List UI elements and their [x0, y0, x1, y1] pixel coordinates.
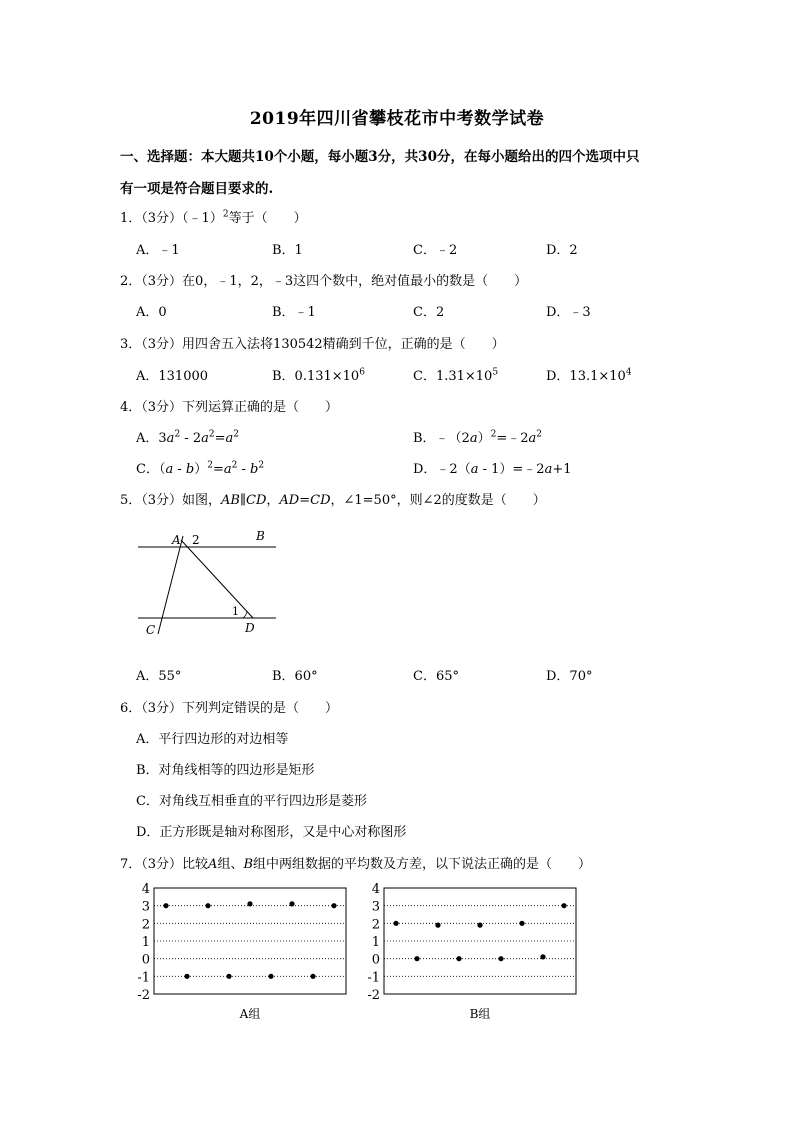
data-point [268, 974, 273, 979]
q3-option-c-exp: 5 [492, 367, 499, 378]
q4c-part: = [212, 462, 224, 477]
question-1 [120, 207, 307, 226]
q3-option-d-exp: 4 [625, 367, 632, 378]
q4c-exp: 2 [231, 460, 238, 471]
data-point [519, 921, 524, 926]
q3-option-a[interactable]: A．131000 [136, 369, 209, 384]
q4d-var: a [470, 462, 479, 477]
q4a-exp: 2 [233, 429, 240, 440]
q2-option-a[interactable]: A．0 [136, 305, 167, 320]
data-point [393, 921, 398, 926]
q4d-part: D．﹣2（ [413, 462, 471, 477]
y-tick-label: 3 [371, 899, 380, 915]
q3-option-b[interactable] [272, 365, 365, 384]
q4a-var: a [225, 431, 234, 446]
data-point [540, 954, 545, 959]
q1-option-a[interactable]: A．﹣1 [136, 243, 180, 258]
q4c-var: b [185, 462, 195, 477]
q4b-exp: 2 [490, 429, 497, 440]
q7-part: 组中两组数据的平均数及方差，以下说法正确的是（ ） [253, 857, 592, 872]
data-point [163, 903, 168, 908]
q5-var: CD [246, 493, 267, 508]
q4b-part: =﹣2 [496, 431, 529, 446]
q4c-part: - [173, 462, 186, 477]
line-ac [158, 536, 183, 634]
point-b-label: B [256, 529, 265, 543]
q6-option-b[interactable]: B．对角线相等的四边形是矩形 [136, 763, 315, 778]
q5-var: AD [279, 493, 300, 508]
q5-part: 5．（3分）如图， [120, 493, 222, 508]
angle-1-arc [243, 611, 247, 618]
y-tick-label: -2 [137, 988, 150, 1003]
q1-option-c[interactable]: C．﹣2 [413, 243, 458, 258]
q4d-part: - 1）=﹣2 [478, 462, 545, 477]
y-tick-label: -1 [367, 970, 380, 986]
q5-option-d[interactable]: D．70° [546, 669, 593, 684]
q5-part: = [299, 493, 311, 508]
data-point [331, 903, 336, 908]
question-6: 6．（3分）下列判定错误的是（ ） [120, 701, 339, 716]
y-tick-label: -2 [367, 988, 380, 1003]
y-tick-label: 0 [141, 952, 150, 968]
q3-option-c-base: C．1.31×10 [413, 369, 493, 384]
q5-option-a[interactable]: A．55° [136, 669, 182, 684]
q5-option-b[interactable]: B．60° [272, 669, 318, 684]
q4-option-a[interactable] [136, 427, 239, 446]
point-d-label: D [245, 621, 255, 635]
q3-option-b-base: B．0.131×10 [272, 369, 360, 384]
q4b-var: a [469, 431, 478, 446]
q4b-part: ） [477, 431, 491, 446]
q1-stem: 1．（3分）（﹣1） [120, 211, 223, 226]
q1-tail: 等于（ ） [228, 211, 307, 226]
q4c-var: b [250, 462, 259, 477]
question-7 [120, 853, 591, 872]
section-header-line2: 有一项是符合题目要求的. [120, 181, 274, 197]
q4c-var: a [165, 462, 174, 477]
q4a-var: a [166, 431, 175, 446]
q4-option-b[interactable] [413, 427, 542, 446]
q4a-part: = [214, 431, 226, 446]
question-5 [120, 489, 546, 508]
chart-group-a [134, 880, 354, 1030]
angle-2-label: 2 [192, 533, 200, 547]
q4a-exp: 2 [208, 429, 215, 440]
question-3: 3．（3分）用四舍五入法将130542精确到千位，正确的是（ ） [120, 337, 505, 352]
y-tick-label: 2 [371, 917, 380, 933]
q4b-part: B．﹣（2 [413, 431, 470, 446]
data-point [247, 901, 252, 906]
q4a-exp: 2 [174, 429, 181, 440]
q2-option-b[interactable]: B．﹣1 [272, 305, 316, 320]
q4-option-c[interactable] [136, 458, 264, 477]
q7-var: A [208, 857, 218, 872]
data-point [226, 974, 231, 979]
y-tick-label: -1 [137, 970, 150, 986]
q3-option-d-base: D．13.1×10 [546, 369, 626, 384]
q3-option-c[interactable] [413, 365, 498, 384]
data-point [561, 903, 566, 908]
y-tick-label: 4 [141, 882, 150, 897]
data-point [205, 903, 210, 908]
q4c-exp: 2 [207, 460, 213, 471]
y-tick-label: 1 [141, 935, 150, 950]
data-point [414, 956, 419, 961]
q1-option-d[interactable]: D．2 [546, 243, 578, 258]
q4a-part: - 2 [180, 431, 202, 446]
y-tick-label: 4 [371, 882, 380, 897]
chart-group-b [364, 880, 584, 1030]
q5-option-c[interactable]: C．65° [413, 669, 459, 684]
data-point [310, 974, 315, 979]
q2-option-c[interactable]: C．2 [413, 305, 445, 320]
angle-1-label: 1 [232, 605, 239, 618]
q4c-exp: 2 [258, 460, 265, 471]
line-ad [181, 540, 253, 618]
point-a-label: A [172, 533, 181, 547]
y-tick-label: 3 [141, 899, 150, 915]
q5-var: AB [221, 493, 240, 508]
q3-option-d[interactable] [546, 365, 632, 384]
y-tick-label: 0 [371, 952, 380, 968]
q4-option-d[interactable] [413, 458, 572, 477]
point-c-label: C [146, 623, 156, 637]
section-header-line1: 一、选择题：本大题共10个小题，每小题3分，共30分，在每小题给出的四个选项中只 [120, 149, 640, 165]
q1-option-b[interactable]: B．1 [272, 243, 303, 258]
q7-part: 7．（3分）比较 [120, 857, 209, 872]
q6-option-a[interactable]: A．平行四边形的对边相等 [136, 732, 289, 747]
y-tick-label: 2 [141, 917, 150, 933]
data-point [477, 923, 482, 928]
q4a-part: A．3 [136, 431, 167, 446]
q4c-var: a [223, 462, 232, 477]
exam-title: 2019年四川省攀枝花市中考数学试卷 [249, 109, 545, 129]
q5-figure [128, 522, 288, 647]
q3-option-b-exp: 6 [359, 367, 365, 378]
q4d-part: +1 [552, 462, 572, 477]
data-point [456, 956, 461, 961]
data-point [289, 901, 294, 906]
q5-part: ，∠1=50°，则∠2的度数是（ ） [330, 493, 546, 508]
question-4: 4．（3分）下列运算正确的是（ ） [120, 400, 339, 415]
x-axis-label: B组 [469, 1007, 491, 1021]
data-point [498, 956, 503, 961]
q4b-exp: 2 [536, 429, 543, 440]
data-point [435, 923, 440, 928]
q6-option-c[interactable]: C．对角线互相垂直的平行四边形是菱形 [136, 794, 367, 809]
y-tick-label: 1 [371, 935, 380, 950]
question-2: 2．（3分）在0，﹣1，2，﹣3这四个数中，绝对值最小的数是（ ） [120, 274, 528, 289]
q1-exponent: 2 [222, 209, 229, 220]
q6-option-d[interactable]: D．正方形既是轴对称图形，又是中心对称图形 [136, 825, 407, 840]
q4b-var: a [528, 431, 537, 446]
x-axis-label: A组 [239, 1007, 261, 1021]
q4c-part: ） [194, 462, 208, 477]
q2-option-d[interactable]: D．﹣3 [546, 305, 591, 320]
q4c-part: - [237, 462, 251, 477]
q7-part: 组、 [217, 857, 244, 872]
q5-part: ， [266, 493, 280, 508]
q4d-var: a [544, 462, 553, 477]
q7-var: B [243, 857, 254, 872]
data-point [184, 974, 189, 979]
q5-part: ∥ [240, 493, 247, 508]
q4a-var: a [201, 431, 209, 446]
q5-var: CD [310, 493, 331, 508]
q4c-part: C．（ [136, 462, 166, 477]
